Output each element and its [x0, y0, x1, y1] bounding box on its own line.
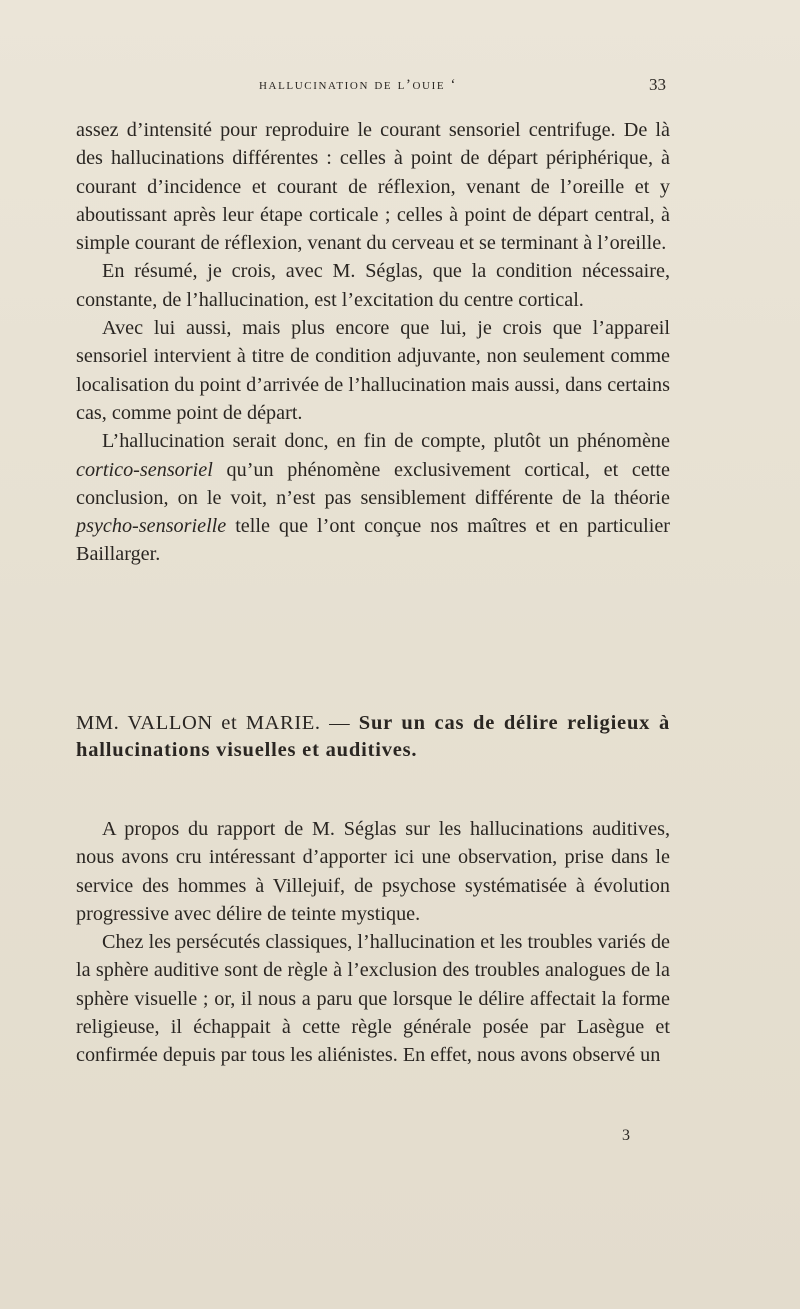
heading-authors: MM. VALLON et MARIE. —	[76, 712, 359, 734]
italic-term: psycho-sensorielle	[76, 515, 227, 538]
signature-mark: 3	[622, 1127, 630, 1144]
page-number: 33	[649, 75, 666, 94]
paragraph	[76, 427, 670, 568]
paragraph: En résumé, je crois, avec M. Séglas, que la condition nécessaire, constante, de l’hallucination, est l’excitation du centre cortical.	[76, 260, 670, 311]
paragraph: Avec lui aussi, mais plus encore que lui, je crois que l’appareil sensoriel intervient à titre de condition adjuvante, non seulement comme localisation du point d’arrivée de l’hallucination mais aussi, dans certains cas, comme point de départ.	[76, 317, 670, 424]
italic-term: cortico-sensoriel	[76, 458, 213, 481]
paragraph: Chez les persécutés classiques, l’hallucination et les troubles variés de la sphère auditive sont de règle à l’exclusion des troubles analogues de la sphère visuelle ; or, il nous a paru que lorsque le délire affectait la forme religieuse, il échappait à cette règle générale posée par Lasègue et confirmée depuis par tous les aliénistes. En effet, nous avons observé un	[76, 931, 670, 1067]
text-run: qu’un phénomène exclusivement cortical, et cette conclusion, on le voit, n’est pas sensiblement différente de la théorie	[76, 458, 670, 509]
running-head	[76, 77, 668, 101]
paragraph: assez d’intensité pour reproduire le courant sensoriel centrifuge. De là des hallucinations différentes : celles à point de départ périphérique, à courant d’incidence et courant de réflexion, venant de l’oreille et y aboutissant après leur étape corticale ; celles à point de départ central, à simple courant de réflexion, venant du cerveau et se terminant à l’oreille.	[76, 119, 670, 255]
heading-title: Sur un cas de délire religieux à hallucinations visuelles et auditives.	[76, 712, 670, 761]
paragraph: A propos du rapport de M. Séglas sur les hallucinations auditives, nous avons cru intéressant d’apporter ici une observation, prise dans le service des hommes à Villejuif, de psychose systématisée à évolution progressive avec délire de teinte mystique.	[76, 818, 670, 925]
text-run: L’hallucination serait donc, en fin de compte, plutôt un phénomène	[102, 430, 670, 453]
section-communication	[76, 815, 670, 1070]
running-title: hallucination de l’ouie ‘	[259, 77, 458, 93]
section-continuation	[76, 116, 670, 569]
text-run: telle que l’ont conçue nos maîtres et en particulier Baillarger.	[76, 515, 670, 566]
communication-heading	[76, 710, 670, 763]
